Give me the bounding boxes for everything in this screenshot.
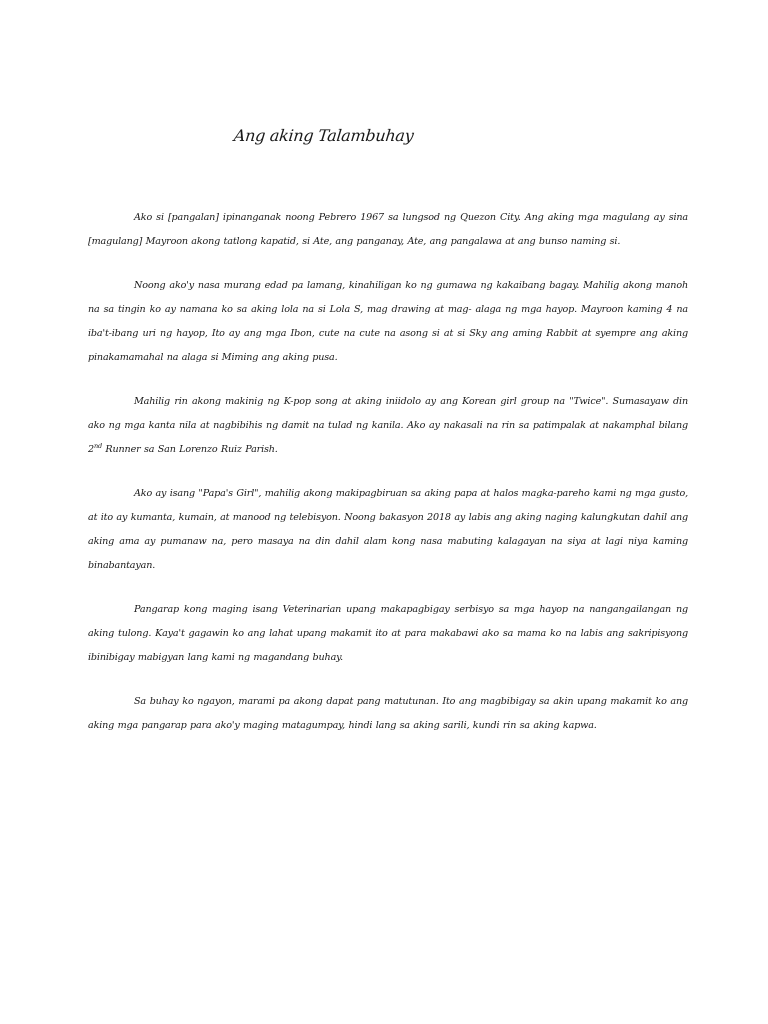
- paragraph-2: Noong ako'y nasa murang edad pa lamang, kinahiligan ko ng gumawa ng kakaibang bagay. Mahilig akong manoh na sa tingin ko ay namana ko sa aking lola na si Lola S, mag drawing at mag- alaga ng mga hayop. Mayroon kaming 4 na iba't-ibang uri ng hayop, Ito ay ang mga Ibon, cute na cute na asong si at si Sky ang aming Rabbit at syempre ang aking pinakamamahal na alaga si Miming ang aking pusa.: [88, 280, 688, 363]
- ordinal-superscript: nd: [93, 441, 103, 450]
- paragraph-6: Sa buhay ko ngayon, marami pa akong dapat pang matutunan. Ito ang magbibigay sa akin upang makamit ko ang aking mga pangarap para ako'y maging matagumpay, hindi lang sa aking sarili, kundi rin sa aking kapwa.: [88, 696, 688, 731]
- paragraph-3-text: Mahilig rin akong makinig ng K-pop song at aking iniidolo ay ang Korean girl group na "Twice". Sumasayaw din ako ng mga kanta nila at nagbibihis ng damit na tulad ng kanila. Ako ay nakasali na rin sa patimpalak at nakamphal bilang 2: [88, 396, 688, 455]
- paragraph-3-tail: Runner sa San Lorenzo Ruiz Parish.: [102, 444, 278, 455]
- paragraph-1: Ako si [pangalan] ipinanganak noong Pebrero 1967 sa lungsod ng Quezon City. Ang aking mga magulang ay sina [magulang] Mayroon akong tatlong kapatid, si Ate, ang panganay, Ate, ang pangalawa at ang bunso naming si.: [88, 212, 688, 247]
- paragraph-4: Ako ay isang "Papa's Girl", mahilig akong makipagbiruan sa aking papa at halos magka-pareho kami ng mga gusto, at ito ay kumanta, kumain, at manood ng telebisyon. Noong bakasyon 2018 ay labis ang aking naging kalungkutan dahil ang aking ama ay pumanaw na, pero masaya na din dahil alam kong nasa mabuting kalagayan na siya at lagi niya kaming binabantayan.: [88, 488, 688, 571]
- paragraph-5: Pangarap kong maging isang Veterinarian upang makapagbigay serbisyo sa mga hayop na nangangailangan ng aking tulong. Kaya't gagawin ko ang lahat upang makamit ito at para makabawi ako sa mama ko na labis ang sakripisyong ibinibigay mabigyan lang kami ng magandang buhay.: [88, 604, 688, 663]
- paragraph-3: [88, 390, 688, 462]
- document-body: [88, 206, 688, 758]
- document-title: Ang aking Talambuhay: [233, 126, 415, 145]
